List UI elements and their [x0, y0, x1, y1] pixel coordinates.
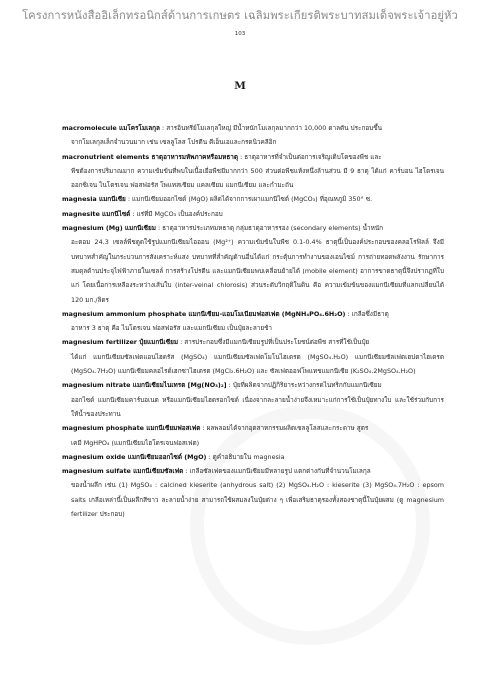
entry-definition-first-line: แมกนีเซียมออกไซด์ (MgO) ผลิตได้จากการเผาแมกนีไซต์ (MgCO₃) ที่อุณหภูมิ 350° ซ.	[132, 195, 373, 204]
entry-definition-first-line: เกลือซึ่งมีธาตุ	[351, 309, 389, 318]
section-letter: M	[234, 80, 246, 92]
glossary-entry	[62, 450, 444, 464]
glossary-entry	[62, 335, 444, 378]
entry-term: macromolecule แมโครโมเลกุล	[62, 124, 160, 132]
entry-term: magnesium fertilizer ปุ๋ยแมกนีเซียม	[62, 338, 179, 347]
glossary-entry	[62, 464, 444, 521]
entry-definition-first-line: แร่ที่มี MgCO₃ เป็นองค์ประกอบ	[136, 209, 223, 218]
glossary-entry	[62, 421, 444, 450]
glossary-entry	[62, 207, 444, 221]
entry-definition-continuation: ได้แก่ แมกนีเซียมซัลเฟตแอนไฮดรัส (MgSO₄) แมกนีเซียมซัลเฟตโมโนไฮเดรต (MgSO₄.H₂O) แมกนีเซียมซัลเฟตเฮปตาไฮเดรต (MgSO₄.7H₂O) แมกนีเซียมคลอไรด์เฮกซาไฮเดรต (MgCl₂.6H₂O) และ ซัลเฟตออฟโพแทชแมกนีเซีย (K₂SO₄.2MgSO₄.H₂O)	[71, 352, 444, 376]
entry-term: magnesium ammonium phosphate แมกนีเซียม-แอมโมเนียมฟอสเฟต (MgNH₄PO₄.6H₂O)	[62, 309, 346, 318]
page-number: 103	[234, 31, 246, 37]
entry-term: magnesium oxide แมกนีเซียมออกไซด์ (MgO)	[62, 452, 207, 461]
entry-separator: :	[159, 124, 167, 132]
entry-definition-first-line: ปุ๋ยที่ผลิตจากปฏิกิริยาระหว่างกรดไนทริกกับแมกนีเซียม	[232, 381, 382, 390]
entry-separator: :	[238, 152, 245, 161]
entry-definition-first-line: ธาตุอาหารประเภทมหธาตุ กลุ่มธาตุอาหารรอง (secondary elements) น้ำหนัก	[162, 224, 384, 233]
glossary-entry	[62, 378, 444, 421]
glossary-entry	[62, 150, 444, 193]
entry-definition-first-line: ดูคำอธิบายใน magnesia	[212, 452, 285, 461]
entry-definition-first-line: ธาตุอาหารที่จำเป็นต่อการเจริญเติบโตของพืช และ	[244, 152, 382, 161]
entry-definition-continuation: ออกไซด์ แมกนีเซียมคาร์บอเนต หรือแมกนีเซียมไฮดรอกไซด์ เนื่องจากละลายน้ำง่ายจึงเหมาะแก่การใช้เป็นปุ๋ยทางใบ และใช้ร่วมกับการให้น้ำของประทาน	[71, 395, 444, 418]
entry-separator: :	[130, 209, 137, 218]
entry-term: magnesium sulfate แมกนีเซียมซัลเฟต	[62, 467, 184, 476]
entry-separator: :	[183, 467, 190, 476]
entry-separator: :	[125, 195, 133, 204]
entry-separator: :	[200, 424, 207, 433]
entry-definition-first-line: สารอินทรีย์โมเลกุลใหญ่ มีน้ำหนักโมเลกุลมากกว่า 10,000 ดาลตัน ประกอบขึ้น	[166, 124, 382, 132]
entry-separator: :	[345, 309, 352, 318]
entry-definition-continuation: จากโมเลกุลเล็กจำนวนมาก เช่น เซลลูโลส โปรตีน ดีเอ็นเอและกรดนิวคลีอิก	[71, 138, 277, 147]
entry-separator: :	[155, 224, 163, 233]
entry-term: macronutrient elements ธาตุอาหารมหัพภาคหรือมหธาตุ	[62, 152, 239, 161]
glossary-entry	[62, 192, 444, 206]
glossary-entry	[62, 307, 444, 336]
entry-separator: :	[226, 381, 233, 390]
entry-definition-continuation: อาหาร 3 ธาตุ คือ ไนโตรเจน ฟอสฟอรัส และแมกนีเซียม เป็นปุ๋ยละลายช้า	[71, 324, 273, 333]
entry-definition-continuation: ของน้ำผลึก เช่น (1) MgSO₄ : calcined kieserite (anhydrous salt) (2) MgSO₄.H₂O : kieserite (3) MgSO₄.7H₂O : epsom salts เกลือเหล่านี้เป็นผลึกสีขาว ละลายน้ำง่าย สามารถใช้ผสมลงในปุ๋ยต่าง ๆ เพื่อเสริมธาตุรองทั้งสองชาตุนี้ในปุ๋ยผสม (ดู magnesium fertilizer ประกอบ)	[71, 481, 444, 519]
entry-definition-continuation: อะตอม 24.3 เซลล์พืชดูดใช้รูปแมกนีเซียมไอออน (Mg²⁺) ความเข้มข้นในพืช 0.1-0.4% ธาตุนี้เป็นองค์ประกอบของคลอโรฟิลล์ จึงมีบทบาทสำคัญในกระบวนการสังเคราะห์แสง บทบาทที่สำคัญด้านอื่นได้แก่ กระตุ้นการทำงานของเอนไซม์ การถ่ายทอดพลังงาน รักษาการสมดุลด้านประจุไฟฟ้าภายในเซลล์ การสร้างโปรตีน และแมกนีเซียมพบเคลื่อนย้ายได้ (mobile element) อาการขาดธาตุนี้จึงปรากฏที่ใบแก่ โดยเนื้อการเหลืองระหว่างเส้นใบ (inter-veinal chlorosis) ส่วนระดับวิกฤติในดิน คือ ความเข้มข้นของแมกนีเซียมที่แลกเปลี่ยนได้ 120 มก./ลิตร	[71, 238, 444, 304]
entry-term: magnesia แมกนีเซีย	[62, 195, 126, 204]
entry-definition-continuation: เคมี MgHPO₄ (แมกนีเซียมไฮโดรเจนฟอสเฟต)	[71, 438, 200, 447]
entry-term: magnesite แมกนีไซต์	[62, 209, 131, 218]
running-header: โครงการหนังสืออิเล็กทรอนิกส์ด้านการเกษตร เฉลิมพระเกียรติพระบาทสมเด็จพระเจ้าอยู่หัว	[22, 9, 458, 22]
entry-definition-first-line: สารประกอบซึ่งมีแมกนีเซียมรูปที่เป็นประโยชน์ต่อพืช สารที่ใช้เป็นปุ๋ย	[184, 338, 370, 347]
glossary-entry	[62, 121, 444, 150]
glossary-entry	[62, 221, 444, 307]
entry-separator: :	[178, 338, 185, 347]
entry-term: magnesium phosphate แมกนีเซียมฟอสเฟต	[62, 424, 201, 433]
glossary-entries	[62, 121, 444, 521]
entry-term: magnesium (Mg) แมกนีเซียม	[62, 224, 156, 233]
entry-term: magnesium nitrate แมกนีเซียมไนเทรต [Mg(NO₃)₂]	[62, 381, 227, 390]
entry-definition-first-line: เกลือซัลเฟตของแมกนีเซียมมีหลายรูป แตกต่างกันที่จำนวนโมเลกุล	[189, 467, 371, 476]
entry-definition-continuation: พืชต้องการปริมาณมาก ความเข้มข้นที่พบในเนื้อเยื่อพืชมีมากกว่า 500 ส่วนต่อพืชแห้งหนึ่งล้านส่วน มี 9 ธาตุ ได้แก่ คาร์บอน ไฮโดรเจน ออกซิเจน ไนโตรเจน ฟอสฟอรัส โพแทสเซียม แคลเซียม แมกนีเซียม และกำมะถัน	[71, 166, 444, 190]
entry-separator: :	[206, 452, 213, 461]
entry-definition-first-line: ผลพลอยได้จากอุตสาหกรรมผลิตเซลลูโลสและกระดาษ สูตร	[206, 424, 369, 433]
